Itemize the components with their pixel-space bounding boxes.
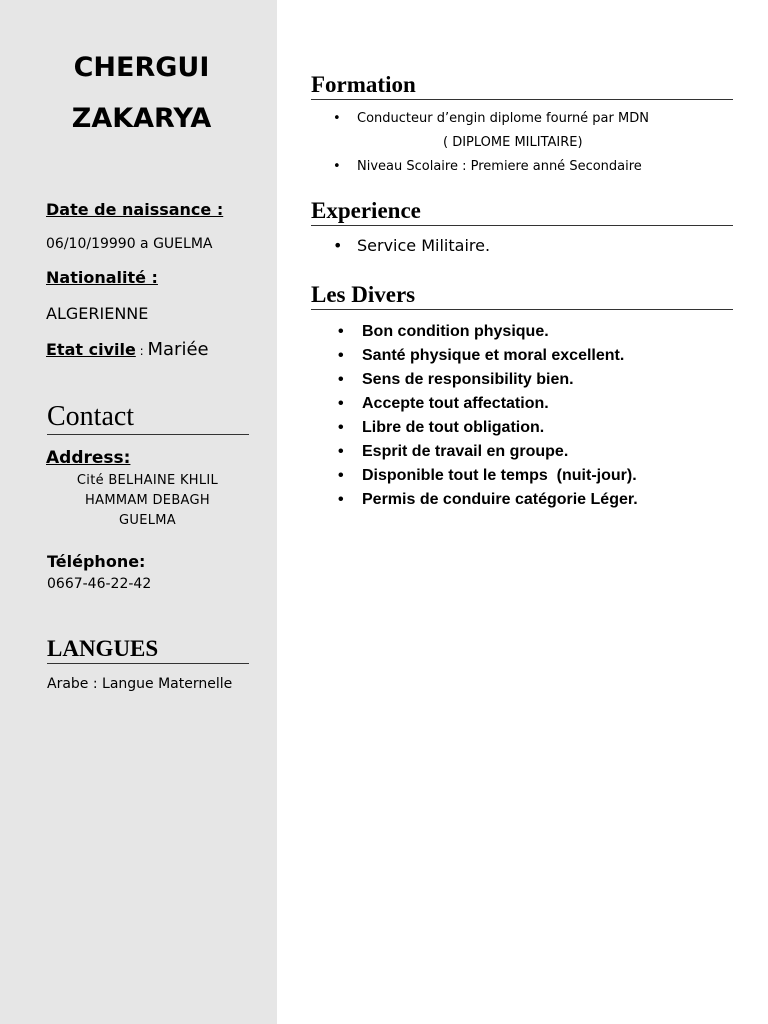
civil-label: Etat civile	[46, 340, 136, 359]
bullet-icon: •	[338, 323, 344, 340]
bullet-icon: •	[333, 111, 341, 126]
divers-item-text: Santé physique et moral excellent.	[362, 347, 625, 364]
bullet-icon: •	[338, 491, 344, 508]
divers-item-text: Accepte tout affectation.	[362, 395, 549, 412]
nationality-label: Nationalité :	[46, 268, 158, 287]
list-item	[338, 416, 638, 440]
formation-item-text: Conducteur d’engin diplome fourné par MDN	[357, 111, 649, 126]
bullet-icon: •	[338, 467, 344, 484]
nationality-value: ALGERIENNE	[46, 304, 149, 323]
divers-item-text: Permis de conduire catégorie Léger.	[362, 491, 638, 508]
last-name: ZAKARYA	[71, 103, 212, 134]
bullet-icon: •	[338, 371, 344, 388]
list-item	[338, 488, 638, 512]
phone-label: Téléphone:	[47, 552, 146, 571]
experience-list	[333, 234, 491, 258]
experience-heading: Experience	[311, 197, 733, 226]
divers-heading: Les Divers	[311, 281, 733, 310]
list-item	[333, 155, 649, 179]
languages-heading: LANGUES	[47, 635, 249, 664]
birth-label: Date de naissance :	[46, 200, 224, 219]
list-item	[333, 107, 649, 131]
address-label: Address:	[46, 448, 131, 468]
civil-value: Mariée	[147, 339, 209, 360]
formation-item-text: ( DIPLOME MILITAIRE)	[443, 135, 583, 150]
language-item: Arabe : Langue Maternelle	[47, 676, 233, 692]
divers-list	[338, 320, 638, 512]
formation-heading: Formation	[311, 71, 733, 100]
list-item	[338, 392, 638, 416]
address-line: GUELMA	[119, 513, 176, 528]
list-item-continuation	[357, 131, 649, 155]
divers-item-text: Bon condition physique.	[362, 323, 549, 340]
divers-item-text: Disponible tout le temps (nuit-jour).	[362, 467, 637, 484]
experience-item-text: Service Militaire.	[357, 236, 491, 255]
bullet-icon: •	[338, 347, 344, 364]
address-line: Cité BELHAINE KHLIL	[76, 473, 219, 488]
civil-status	[46, 339, 209, 360]
list-item	[338, 464, 638, 488]
divers-item-text: Sens de responsibility bien.	[362, 371, 574, 388]
phone-value: 0667-46-22-42	[47, 576, 152, 592]
bullet-icon: •	[333, 236, 343, 255]
bullet-icon: •	[338, 443, 344, 460]
bullet-icon: •	[338, 419, 344, 436]
first-name: CHERGUI	[73, 52, 210, 83]
divers-item-text: Libre de tout obligation.	[362, 419, 545, 436]
list-item	[333, 234, 491, 258]
formation-item-text: Niveau Scolaire : Premiere anné Secondaire	[357, 159, 642, 174]
sidebar	[0, 0, 277, 1024]
list-item	[338, 344, 638, 368]
formation-list	[333, 107, 649, 179]
list-item	[338, 368, 638, 392]
address-block	[46, 471, 249, 531]
address-line: HAMMAM DEBAGH	[85, 493, 210, 508]
list-item	[338, 320, 638, 344]
civil-separator: :	[135, 344, 148, 358]
list-item	[338, 440, 638, 464]
divers-item-text: Esprit de travail en groupe.	[362, 443, 569, 460]
birth-value: 06/10/19990 a GUELMA	[46, 236, 213, 252]
bullet-icon: •	[338, 395, 344, 412]
contact-heading: Contact	[47, 400, 249, 435]
bullet-icon: •	[333, 159, 341, 174]
